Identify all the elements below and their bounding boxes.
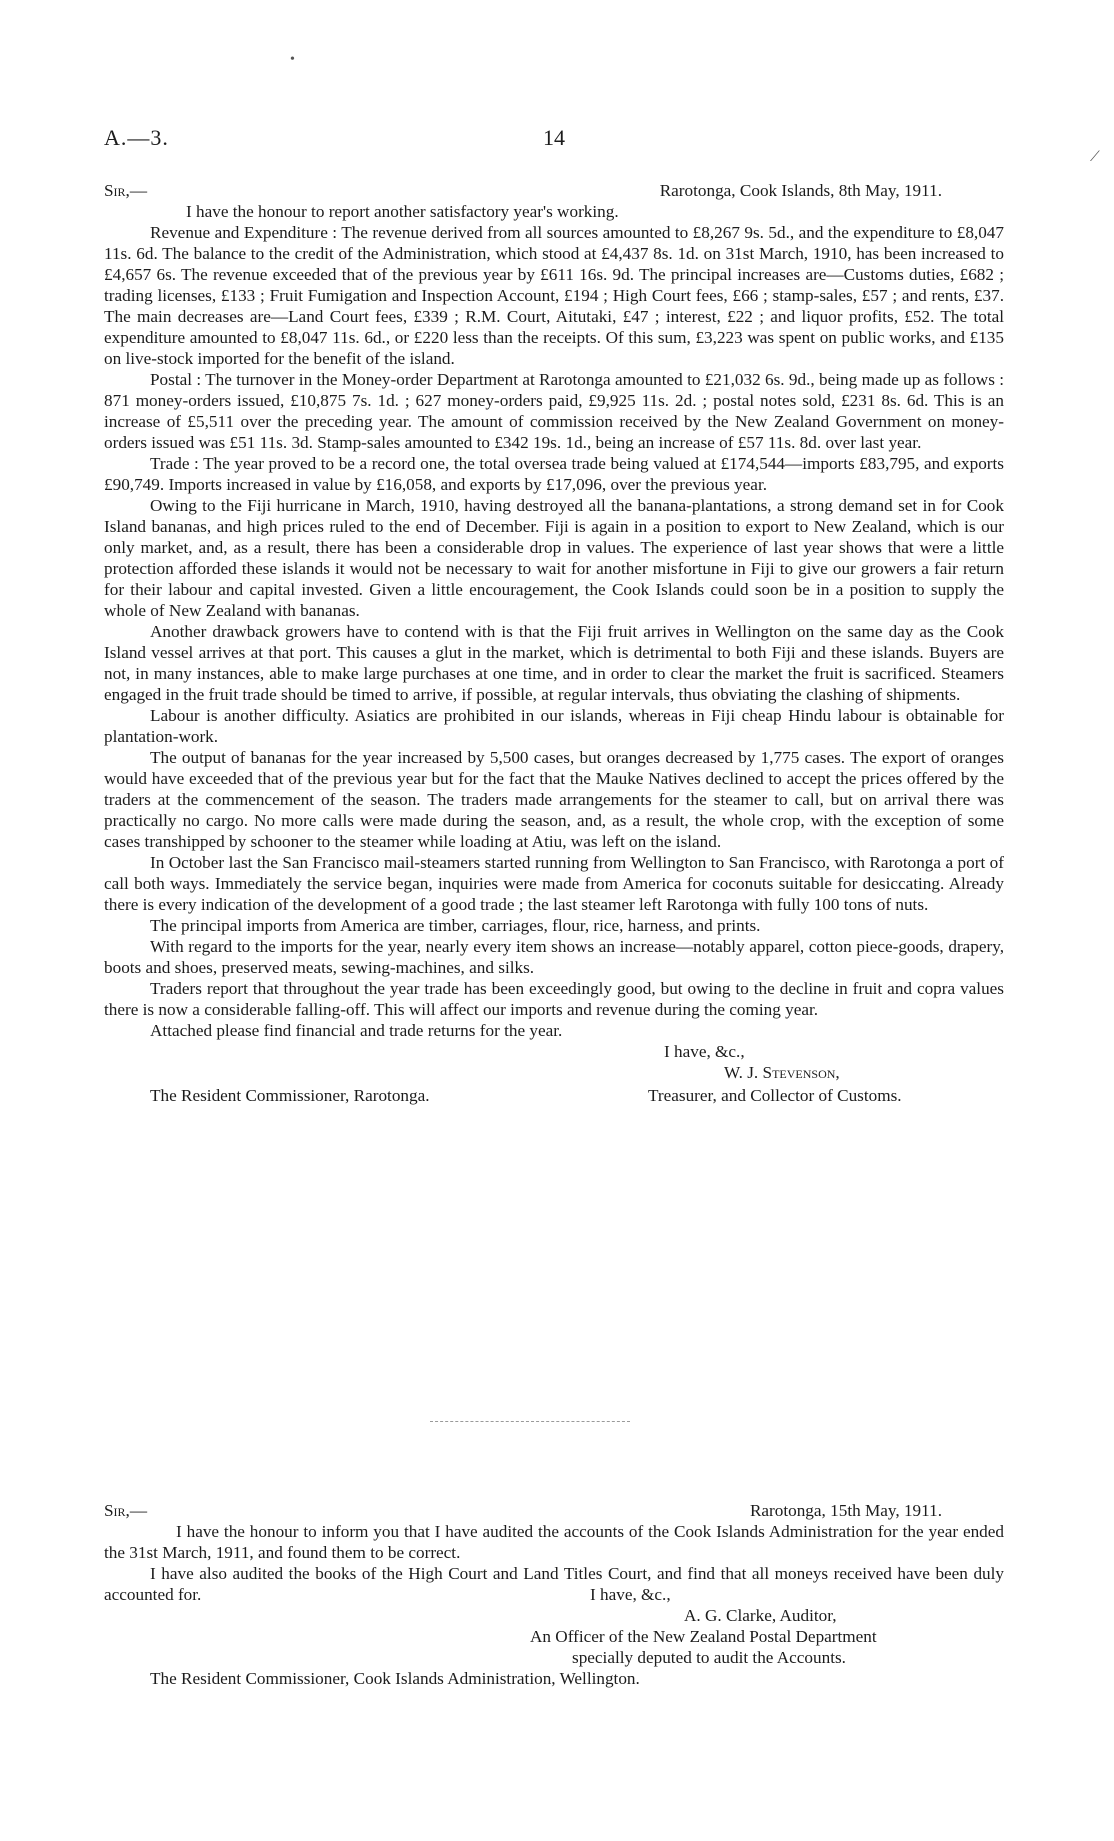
letter-auditor-report (104, 1500, 1004, 1689)
letter1-heading (104, 180, 1004, 201)
letter2-paragraph: I have also audited the books of the High Court and Land Titles Court, and find that all moneys received have been duly accounted for. (104, 1564, 1004, 1604)
letter2-paragraph-with-closing (104, 1563, 1004, 1605)
letter1-addressee: The Resident Commissioner, Rarotonga. (150, 1086, 430, 1105)
letter2-paragraph: I have the honour to inform you that I have audited the accounts of the Cook Islands Administration for the year ended the 31st March, 1911, and found them to be correct. (104, 1522, 1004, 1562)
section-divider (430, 1421, 630, 1422)
letter2-signer: A. G. Clarke, Auditor, (684, 1606, 837, 1625)
letter1-signature-block (104, 1041, 1004, 1107)
scan-speck: • (290, 52, 295, 67)
letter1-paragraph: Attached please find financial and trade returns for the year. (150, 1021, 563, 1040)
letter-treasurer-report (104, 180, 1004, 1107)
page-number: 14 (543, 125, 565, 150)
letter2-heading (104, 1500, 1004, 1521)
letter1-paragraph: Owing to the Fiji hurricane in March, 1910, having destroyed all the banana-plantations, a strong demand set in for Cook Island bananas, and high prices ruled to the end of December. Fiji is again in a position to export to New Zealand, which is our only market, and, as a result, there has been a considerable drop in values. The experience of last year shows that were a little protection afforded these islands it would not be necessary to wait for another misfortune in Fiji to give our growers a fair return for their labour and capital invested. Given a little encouragement, the Cook Islands could soon be in a position to supply the whole of New Zealand with bananas. (104, 496, 1004, 620)
page-reference: A.—3. (104, 125, 169, 150)
letter1-closing: I have, &c., (664, 1042, 745, 1061)
letter1-paragraph: Postal : The turnover in the Money-order Department at Rarotonga amounted to £21,032 6s. 9d., being made up as follows : 871 money-orders issued, £10,875 7s. 1d. ; 627 money-orders paid, £9,925 11s. 2d. ; postal notes sold, £231 8s. 6d. This is an increase of £5,511 over the preceding year. The amount of commission received by the New Zealand Government on money-orders issued was £51 11s. 3d. Stamp-sales amounted to £342 19s. 1d., being an increase of £57 11s. 8d. over last year. (104, 370, 1004, 452)
letter2-signature-block (104, 1605, 1004, 1689)
letter1-paragraph: I have the honour to report another satisfactory year's working. (186, 202, 619, 221)
letter1-paragraph: Trade : The year proved to be a record one, the total oversea trade being valued at £174,544—imports £83,795, and exports £90,749. Imports increased in value by £16,058, and exports by £17,096, over the previous year. (104, 454, 1004, 494)
letter1-paragraph: In October last the San Francisco mail-steamers started running from Wellington to San Francisco, with Rarotonga a port of call both ways. Immediately the service began, inquiries were made from America for coconuts suitable for desiccating. Already there is every indication of the development of a good trade ; the last steamer left Rarotonga with fully 100 tons of nuts. (104, 853, 1004, 914)
letter1-paragraph: Labour is another difficulty. Asiatics are prohibited in our islands, whereas in Fiji cheap Hindu labour is obtainable for plantation-work. (104, 706, 1004, 746)
letter1-paragraph: The principal imports from America are timber, carriages, flour, rice, harness, and prints. (150, 916, 761, 935)
letter1-place-date: Rarotonga, Cook Islands, 8th May, 1911. (659, 181, 942, 200)
letter2-salutation: Sir,— (104, 1501, 148, 1520)
letter2-signer-line2: An Officer of the New Zealand Postal Department (530, 1627, 877, 1646)
letter1-paragraph: With regard to the imports for the year, nearly every item shows an increase—notably apparel, cotton piece-goods, drapery, boots and shoes, preserved meats, sewing-machines, and silks. (104, 937, 1004, 977)
letter1-paragraph: The output of bananas for the year increased by 5,500 cases, but oranges decreased by 1,775 cases. The export of oranges would have exceeded that of the previous year but for the fact that the Mauke Natives declined to accept the prices offered by the traders at the commencement of the season. The traders made arrangements for the steamer to call, but on arrival there was practically no cargo. No more calls were made during the season, and, as a result, the whole crop, with the exception of some cases transhipped by schooner to the steamer while loading at Atiu, was left on the island. (104, 748, 1004, 851)
letter2-place-date: Rarotonga, 15th May, 1911. (749, 1501, 942, 1520)
scan-mark: ⟋ (1090, 150, 1100, 165)
letter2-addressee: The Resident Commissioner, Cook Islands Administration, Wellington. (150, 1669, 640, 1688)
letter1-signer: W. J. Stevenson, (724, 1063, 840, 1082)
letter2-signer-line3: specially deputed to audit the Accounts. (572, 1648, 846, 1667)
letter1-signer-title: Treasurer, and Collector of Customs. (648, 1086, 902, 1105)
letter1-paragraph: Traders report that throughout the year trade has been exceedingly good, but owing to the decline in fruit and copra values there is now a considerable falling-off. This will affect our imports and revenue during the coming year. (104, 979, 1004, 1019)
letter1-paragraph: Revenue and Expenditure : The revenue derived from all sources amounted to £8,267 9s. 5d., and the expenditure to £8,047 11s. 6d. The balance to the credit of the Administration, which stood at £4,437 8s. 1d. on 31st March, 1910, has been increased to £4,657 6s. The revenue exceeded that of the previous year by £611 16s. 9d. The principal increases are—Customs duties, £682 ; trading licenses, £133 ; Fruit Fumigation and Inspection Account, £194 ; High Court fees, £66 ; stamp-sales, £57 ; and rents, £37. The main decreases are—Land Court fees, £339 ; R.M. Court, Aitutaki, £47 ; interest, £22 ; and liquor profits, £52. The total expenditure amounted to £8,047 11s. 6d., or £220 less than the receipts. Of this sum, £3,223 was spent on public works, and £135 on live-stock imported for the benefit of the island. (104, 223, 1004, 368)
letter2-closing: I have, &c., (584, 1584, 671, 1605)
letter1-paragraph: Another drawback growers have to contend with is that the Fiji fruit arrives in Wellington on the same day as the Cook Island vessel arrives at that port. This causes a glut in the market, which is detrimental to both Fiji and these islands. Buyers are not, in many instances, able to make large purchases at one time, and in order to clear the market the fruit is sacrificed. Steamers engaged in the fruit trade should be timed to arrive, if possible, at regular intervals, thus obviating the clashing of shipments. (104, 622, 1004, 704)
letter1-salutation: Sir,— (104, 181, 148, 200)
